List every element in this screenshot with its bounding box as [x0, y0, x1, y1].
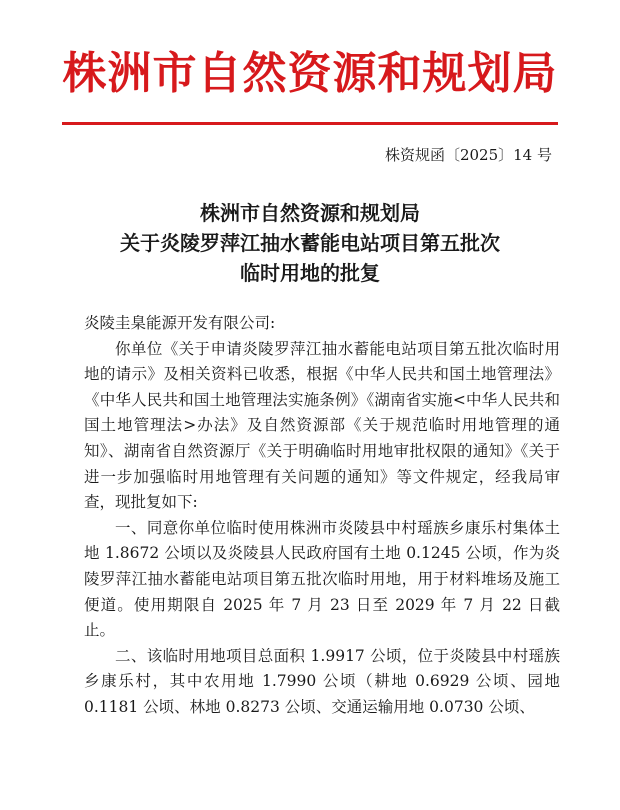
body-paragraph-intro: 你单位《关于申请炎陵罗萍江抽水蓄能电站项目第五批次临时用地的请示》及相关资料已收悉，根据《中华人民共和国土地管理法》《中华人民共和国土地管理法实施条例》《湖南省实施<中华人民共和国土地管理法>办法》及自然资源部《关于规范临时用地管理的通知》、湖南省自然资源厅《关于明确临时用地审批权限的通知》《关于进一步加强临时用地管理有关问题的通知》等文件规定，经我局审查，现批复如下: — [84, 339, 560, 512]
document-number: 株资规函〔2025〕14 号 — [384, 146, 552, 164]
addressee: 炎陵圭臬能源开发有限公司: — [84, 314, 276, 332]
title-line-1: 株洲市自然资源和规划局 — [200, 201, 420, 225]
body-paragraph-item-1: 一、同意你单位临时使用株洲市炎陵县中村瑶族乡康乐村集体土地 1.8672 公顷以及炎陵县人民政府国有土地 0.1245 公顷，作为炎陵罗萍江抽水蓄能电站项目第五批次临时用地，用于材料堆场及施工便道。使用期限自 2025 年 7 月 23 日至 2029 年 7 月 22 日截止。 — [84, 518, 560, 640]
document-title — [0, 198, 620, 288]
document-body — [84, 311, 560, 721]
letterhead-org-name: 株洲市自然资源和规划局 — [62, 48, 558, 99]
body-paragraph-item-2: 二、该临时用地项目总面积 1.9917 公顷，位于炎陵县中村瑶族乡康乐村，其中农用地 1.7990 公顷（耕地 0.6929 公顷、园地 0.1181 公顷、林地 0.8273 公顷、交通运输用地 0.0730 公顷、 — [84, 646, 560, 716]
title-line-3: 临时用地的批复 — [240, 261, 380, 285]
letterhead-red-rule — [62, 122, 558, 125]
title-line-2: 关于炎陵罗萍江抽水蓄能电站项目第五批次 — [120, 231, 500, 255]
